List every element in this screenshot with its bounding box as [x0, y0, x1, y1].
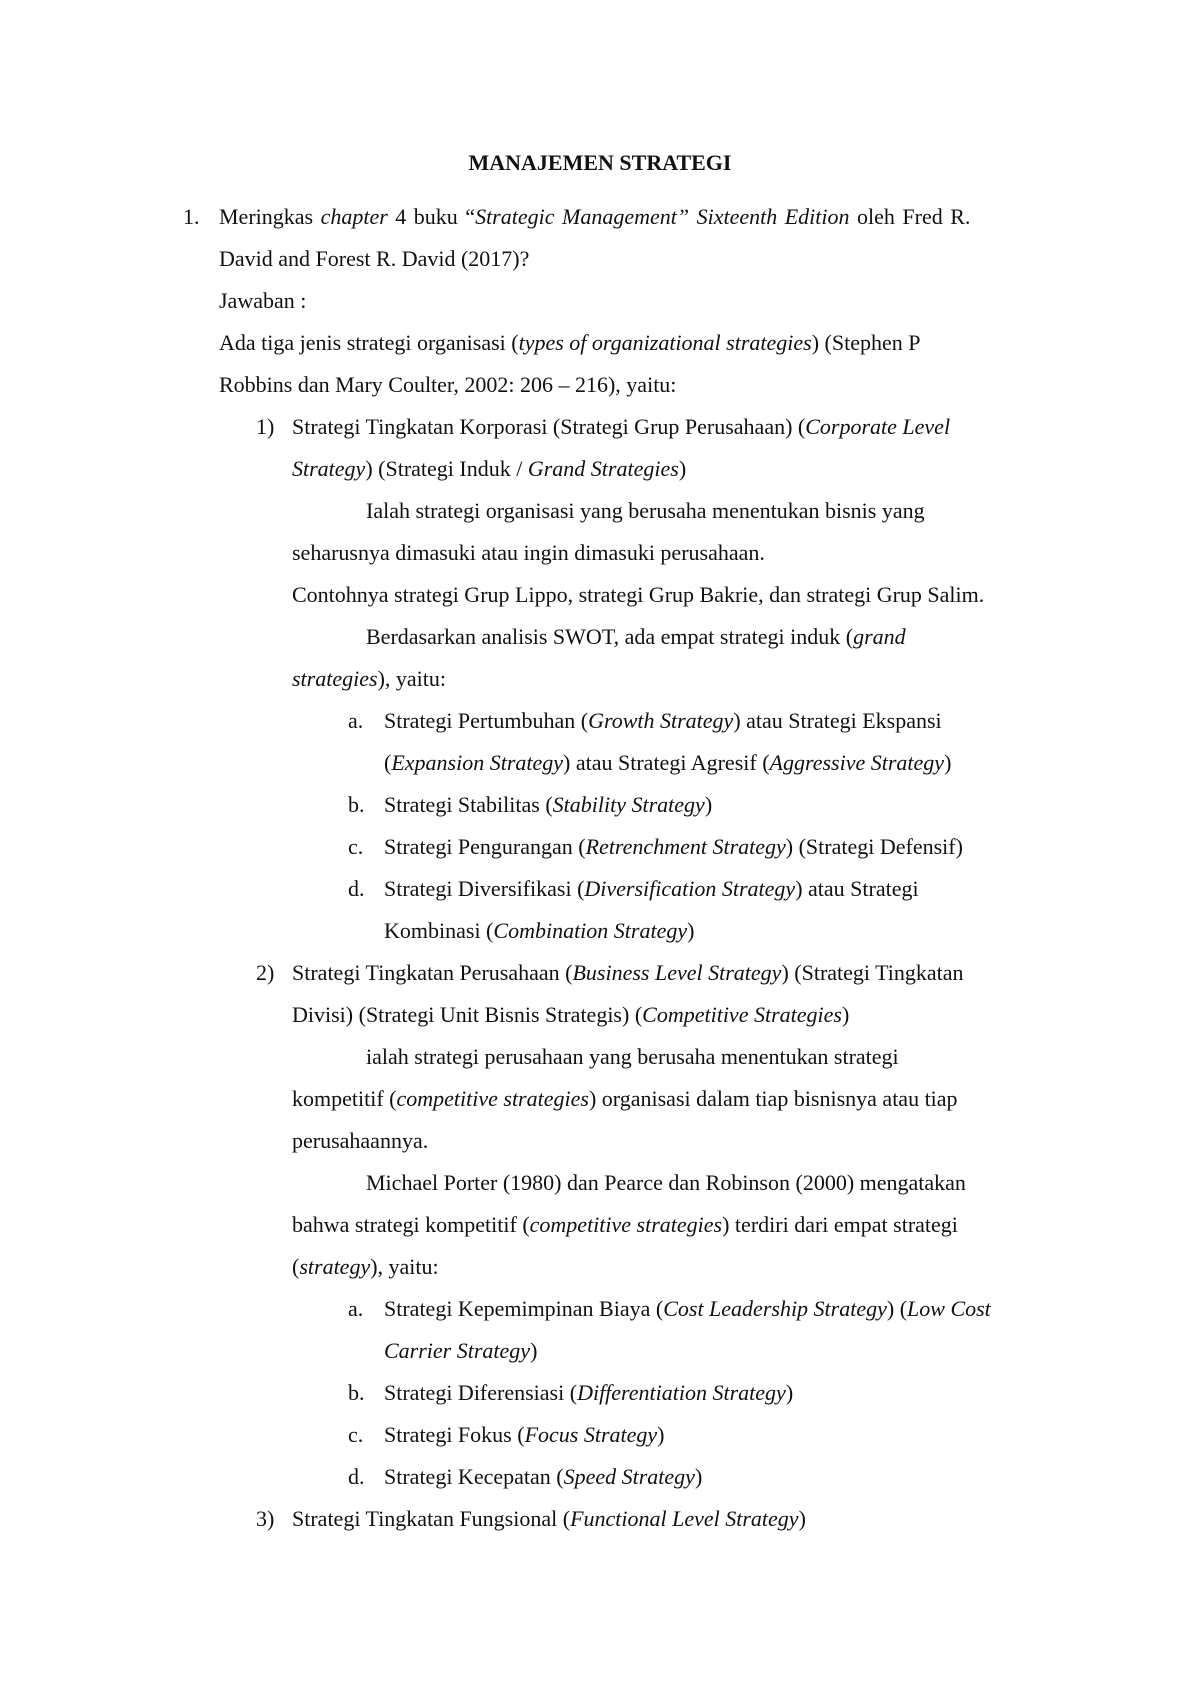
paragraph-line: Ialah strategi organisasi yang berusaha menentukan bisnis yang — [366, 498, 925, 523]
page-title: MANAJEMEN STRATEGI — [468, 150, 732, 175]
question-line: Meringkas chapter 4 buku “Strategic Management” Sixteenth Edition oleh Fred R. — [219, 204, 971, 229]
list-item: Carrier Strategy) — [384, 1338, 538, 1363]
list-number: 1) — [256, 414, 275, 439]
section-heading: Strategy) (Strategi Induk / Grand Strategies) — [292, 456, 687, 481]
intro-line: Ada tiga jenis strategi organisasi (types of organizational strategies) (Stephen P — [219, 330, 921, 355]
list-item: Kombinasi (Combination Strategy) — [384, 918, 695, 943]
list-item: Strategi Kepemimpinan Biaya (Cost Leadership Strategy) (Low Cost — [384, 1296, 991, 1321]
list-number: 3) — [256, 1506, 275, 1531]
list-item: (Expansion Strategy) atau Strategi Agresif (Aggressive Strategy) — [384, 750, 952, 775]
paragraph-line: Contohnya strategi Grup Lippo, strategi Grup Bakrie, dan strategi Grup Salim. — [292, 582, 985, 607]
section-heading: Strategi Tingkatan Perusahaan (Business Level Strategy) (Strategi Tingkatan — [292, 960, 964, 985]
paragraph-line: perusahaannya. — [292, 1128, 429, 1153]
paragraph-line: Michael Porter (1980) dan Pearce dan Robinson (2000) mengatakan — [366, 1170, 966, 1195]
list-letter: a. — [348, 708, 364, 733]
paragraph-line: (strategy), yaitu: — [292, 1254, 439, 1279]
list-number: 2) — [256, 960, 275, 985]
section-heading: Strategi Tingkatan Fungsional (Functional Level Strategy) — [292, 1506, 806, 1531]
answer-label: Jawaban : — [219, 288, 307, 313]
paragraph-line: ialah strategi perusahaan yang berusaha menentukan strategi — [366, 1044, 899, 1069]
list-item: Strategi Pengurangan (Retrenchment Strategy) (Strategi Defensif) — [384, 834, 963, 859]
list-item: Strategi Stabilitas (Stability Strategy) — [384, 792, 713, 817]
question-line: David and Forest R. David (2017)? — [219, 246, 530, 271]
list-letter: d. — [348, 1464, 365, 1489]
list-letter: c. — [348, 1422, 364, 1447]
paragraph-line: seharusnya dimasuki atau ingin dimasuki perusahaan. — [292, 540, 765, 565]
paragraph-line: Berdasarkan analisis SWOT, ada empat strategi induk (grand — [366, 624, 906, 649]
list-letter: d. — [348, 876, 365, 901]
list-item: Strategi Pertumbuhan (Growth Strategy) atau Strategi Ekspansi — [384, 708, 942, 733]
list-letter: a. — [348, 1296, 364, 1321]
section-heading: Divisi) (Strategi Unit Bisnis Strategis) (Competitive Strategies) — [292, 1002, 850, 1027]
question-number: 1. — [183, 204, 200, 229]
paragraph-line: kompetitif (competitive strategies) organisasi dalam tiap bisnisnya atau tiap — [292, 1086, 958, 1111]
paragraph-line: bahwa strategi kompetitif (competitive strategies) terdiri dari empat strategi — [292, 1212, 958, 1237]
list-item: Strategi Fokus (Focus Strategy) — [384, 1422, 665, 1447]
list-letter: b. — [348, 792, 365, 817]
list-letter: b. — [348, 1380, 365, 1405]
section-heading: Strategi Tingkatan Korporasi (Strategi Grup Perusahaan) (Corporate Level — [292, 414, 951, 439]
list-item: Strategi Diferensiasi (Differentiation Strategy) — [384, 1380, 794, 1405]
intro-line: Robbins dan Mary Coulter, 2002: 206 – 216), yaitu: — [219, 372, 677, 397]
list-letter: c. — [348, 834, 364, 859]
paragraph-line: strategies), yaitu: — [292, 666, 446, 691]
list-item: Strategi Kecepatan (Speed Strategy) — [384, 1464, 703, 1489]
list-item: Strategi Diversifikasi (Diversification Strategy) atau Strategi — [384, 876, 919, 901]
